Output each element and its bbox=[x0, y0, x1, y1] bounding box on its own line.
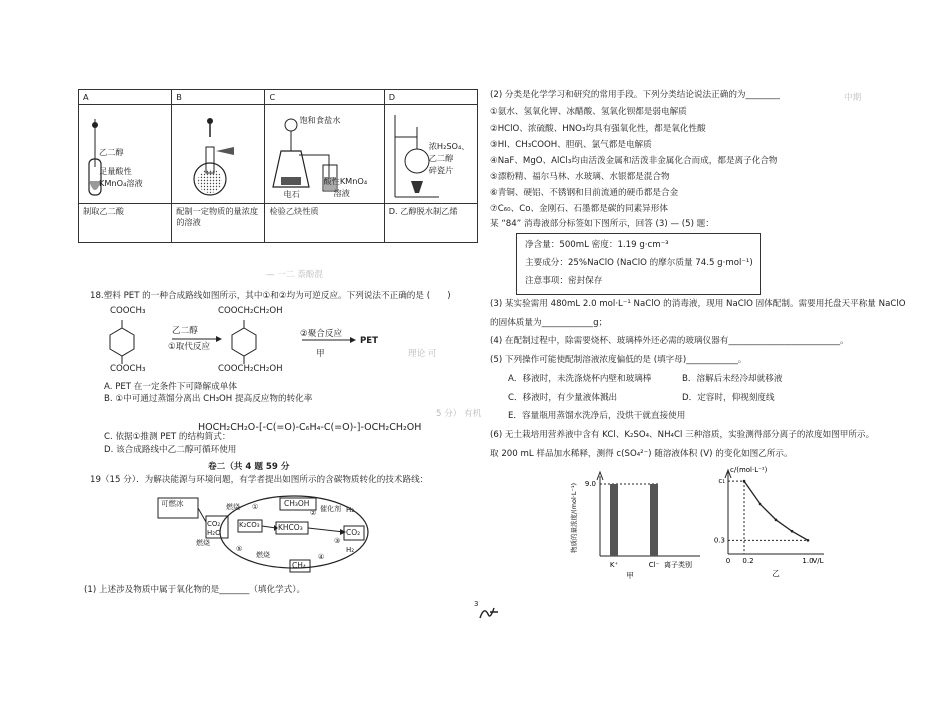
ghost-text-2: 理论 可 bbox=[408, 349, 437, 359]
arrow-label-h2-b: H₂ bbox=[346, 546, 355, 554]
ghost-text-3: 5 分） 有机 bbox=[436, 409, 482, 419]
label-c-solution: 溶液 bbox=[333, 188, 350, 198]
chart-jia-bar-cl bbox=[650, 484, 658, 556]
chart-yi-xlabel: V/L bbox=[812, 557, 824, 565]
arrow-label-burn-3: 燃烧 bbox=[256, 551, 270, 559]
classification-item-3: ③HI、CH₃COOH、胆矾、氯气都是电解质 bbox=[490, 140, 652, 150]
handwritten-mark bbox=[478, 604, 500, 622]
reagent-ethylene-glycol: 乙二醇 bbox=[172, 326, 198, 336]
reactant-bottom-group: COOCH₃ bbox=[110, 364, 146, 374]
classification-item-4: ④NaF、MgO、AlCl₃均由活泼金属和活泼非金属化合而成，都是离子化合物 bbox=[490, 156, 778, 166]
circled-step-5: ⑤ bbox=[236, 545, 243, 553]
circled-step-2: ② bbox=[310, 509, 317, 517]
step2-label: ②聚合反应 bbox=[300, 329, 343, 339]
label-conc-h2so4: 浓H₂SO₄、 bbox=[428, 141, 470, 151]
page-number: 3 bbox=[474, 600, 479, 608]
arrow-label-burn-1: 燃烧 bbox=[226, 503, 240, 511]
label-calcium-carbide: 电石 bbox=[283, 189, 300, 199]
circled-step-1: ① bbox=[252, 503, 259, 511]
arrow-label-h2: H₂ bbox=[346, 506, 355, 514]
chart-yi-point-1 bbox=[743, 480, 746, 483]
chart-yi-ytick-03: 0.3 bbox=[713, 536, 725, 545]
experiment-table bbox=[78, 89, 478, 243]
label-intro: 某 “84” 消毒液部分标签如下图所示，回答 (3) — (5) 题： bbox=[490, 219, 714, 229]
label-line-volume-density: 净含量：500mL 密度：1.19 g·cm⁻³ bbox=[525, 240, 669, 250]
product-bottom-group: COOCH₂CH₂OH bbox=[218, 364, 283, 374]
apparatus-b bbox=[172, 105, 265, 204]
part3-line-a: (3) 某实验需用 480mL 2.0 mol·L⁻¹ NaClO 的消毒液，现用 NaClO 固体配制。需要用托盘天平称量 NaClO bbox=[490, 299, 906, 309]
label-kmno4-solution: KMnO₄溶液 bbox=[99, 178, 143, 188]
part2-stem: (2) 分类是化学学习和研究的常用手段。下列分类结论说法正确的为________ bbox=[490, 90, 780, 100]
part6-line-a: (6) 无土栽培用营养液中含有 KCl、K₂SO₄、NH₄Cl 三种溶质，实验测得部分离子的浓度如图甲所示。 bbox=[490, 430, 875, 440]
q18-option-d: D. 该合成路线中乙二醇可循环使用 bbox=[104, 445, 237, 455]
col-header-d: D bbox=[384, 90, 477, 105]
chart-jia-ytick-label: 9.0 bbox=[584, 480, 596, 488]
col-header-a: A bbox=[79, 90, 172, 105]
part5-option-c: C．移液时，有少量液体溅出 bbox=[508, 393, 618, 403]
part5-option-e: E．容量瓶用蒸馏水洗净后，没烘干就直接使用 bbox=[508, 411, 686, 421]
node-k2co3: K₂CO₃ bbox=[239, 521, 260, 529]
part4-stem: (4) 在配制过程中，除需要烧杯、玻璃棒外还必需的玻璃仪器有__________________________。 bbox=[490, 336, 849, 346]
apparatus-d bbox=[384, 105, 477, 204]
label-d-ethylene-glycol: 乙二醇 bbox=[428, 153, 454, 163]
chart-yi-xtick-02: 0.2 bbox=[742, 557, 754, 565]
chart-jia-bar-k bbox=[610, 484, 618, 556]
part5-option-d: D．定容时，仰视刻度线 bbox=[682, 393, 775, 403]
q19-part1: (1) 上述涉及物质中属于氧化物的是_______（填化学式）。 bbox=[84, 585, 306, 595]
classification-item-6: ⑥青铜、硬铝、不锈钢和目前流通的硬币都是合金 bbox=[490, 188, 679, 198]
chart-jia-title: 甲 bbox=[626, 571, 634, 580]
node-co2: CO₂ bbox=[346, 528, 361, 537]
reactant-top-group: COOCH₃ bbox=[110, 306, 146, 316]
apparatus-b-drawing bbox=[176, 107, 260, 199]
label-line-composition: 主要成分：25%NaClO (NaClO 的摩尔质量 74.5 g·mol⁻¹) bbox=[525, 258, 753, 268]
cell-b-purpose: 配制一定物质的量浓度的溶液 bbox=[172, 204, 265, 243]
chart-jia-ylabel: 物质的量浓度/(mol·L⁻¹) bbox=[570, 482, 578, 554]
label-porcelain-chips: 碎瓷片 bbox=[428, 165, 454, 175]
cell-a-purpose: 制取乙二酸 bbox=[79, 204, 172, 243]
product-top-group: COOCH₂CH₂OH bbox=[218, 306, 283, 316]
apparatus-a bbox=[79, 105, 172, 204]
cell-d-purpose: D. 乙醇脱水制乙烯 bbox=[384, 204, 477, 243]
chart-yi-xtick-10: 1.0 bbox=[802, 557, 814, 565]
label-acidic-kmno4: 酸性KMnO₄ bbox=[323, 176, 368, 186]
ghost-text-1: — 一二 萘酚混 bbox=[266, 270, 324, 280]
node-co2-h2o: CO₂ H₂O bbox=[207, 520, 221, 537]
q18-option-b: B. ①中可通过蒸馏分离出 CH₃OH 提高反应物的转化率 bbox=[104, 394, 313, 404]
chart-yi-ytick-c1: c₁ bbox=[718, 477, 725, 486]
target-sub-label: 甲 bbox=[316, 349, 325, 359]
q18-option-a: A. PET 在一定条件下可降解成单体 bbox=[104, 382, 237, 392]
node-ch3oh: CH₃OH bbox=[284, 499, 310, 508]
circled-step-4: ④ bbox=[318, 553, 325, 561]
sulfate-dilution-line-chart bbox=[712, 462, 832, 580]
label-ethylene-glycol: 乙二醇 bbox=[99, 147, 124, 157]
classification-item-2: ②HClO、浓硫酸、HNO₃均具有强氧化性，都是氧化性酸 bbox=[490, 124, 706, 134]
part5-option-b: B．溶解后未经冷却就移液 bbox=[682, 374, 783, 384]
ion-concentration-bar-chart bbox=[560, 468, 710, 580]
circled-step-3: ③ bbox=[334, 537, 341, 545]
label-line-precautions: 注意事项：密封保存 bbox=[525, 276, 603, 286]
chart-yi-ylabel: c/(mol·L⁻¹) bbox=[730, 466, 768, 474]
label-excess-acidic: 足量酸性 bbox=[99, 166, 132, 176]
col-header-c: C bbox=[265, 90, 384, 105]
step1-label: ①取代反应 bbox=[168, 342, 211, 352]
node-ch4: CH₄ bbox=[292, 561, 306, 570]
part3-line-b: 的固体质量为____________g； bbox=[490, 318, 608, 328]
chart-jia-category-cl: Cl⁻ bbox=[648, 561, 660, 569]
disinfectant-label-box bbox=[516, 233, 761, 295]
classification-item-5: ⑤漂粉精、福尔马林、水玻璃、水银都是混合物 bbox=[490, 172, 670, 182]
label-saturated-brine: 饱和食盐水 bbox=[299, 115, 341, 125]
chart-yi-point-3 bbox=[775, 519, 778, 522]
q19-stem: 19（15 分）．为解决能源与环境问题，有学者提出如图所示的含碳物质转化的技术路线： bbox=[90, 475, 429, 485]
pet-formula: HOCH₂CH₂O-[-C(=O)-C₆H₄-C(=O)-]-OCH₂CH₂OH bbox=[198, 422, 422, 433]
arrow-label-burn-2: 燃烧 bbox=[196, 539, 210, 547]
part5-option-a: A．移液时，未洗涤烧杯内壁和玻璃棒 bbox=[508, 374, 652, 384]
chart-yi-point-2 bbox=[759, 503, 762, 506]
node-combustible-ice: 可燃冰 bbox=[161, 499, 184, 508]
chart-yi-point-5 bbox=[807, 539, 810, 542]
part5-stem: (5) 下列操作可能使配制溶液浓度偏低的是 (填字母)____________。 bbox=[490, 355, 747, 365]
part6-line-b: 取 200 mL 样品加水稀释，测得 c(SO₄²⁻) 随溶液体积 (V) 的变化如图乙所示。 bbox=[490, 449, 793, 459]
chart-yi-title: 乙 bbox=[772, 569, 780, 578]
chart-yi-point-4 bbox=[791, 530, 794, 533]
q18-stem: 18.塑料 PET 的一种合成路线如图所示，其中①和②均为可逆反应。下列说法不正确的是 ( ) bbox=[90, 291, 451, 301]
classification-item-1: ①氨水、氢氧化钾、冰醋酸、氢氧化钡都是弱电解质 bbox=[490, 107, 687, 117]
cell-c-purpose: 检验乙炔性质 bbox=[265, 204, 384, 243]
chart-jia-category-k: K⁺ bbox=[609, 561, 619, 569]
chart-yi-xtick-0: 0 bbox=[725, 557, 731, 565]
target-pet: PET bbox=[360, 336, 379, 346]
chart-jia-xlabel: 离子类别 bbox=[664, 561, 692, 569]
apparatus-c bbox=[265, 105, 384, 204]
arrow-label-catalyst: 催化剂 bbox=[320, 505, 341, 513]
node-khco3: KHCO₃ bbox=[278, 523, 303, 532]
q18-option-c: C. 依据①推测 PET 的结构简式： bbox=[104, 432, 231, 442]
chart-yi-concentration-curve bbox=[744, 481, 808, 540]
section-two-heading: 卷二（共 4 题 59 分 bbox=[208, 462, 290, 472]
classification-item-7: ⑦C₆₀、Co、金刚石、石墨都是碳的同素异形体 bbox=[490, 204, 668, 214]
col-header-b: B bbox=[172, 90, 265, 105]
ghost-text-4: 中期 bbox=[844, 93, 862, 103]
